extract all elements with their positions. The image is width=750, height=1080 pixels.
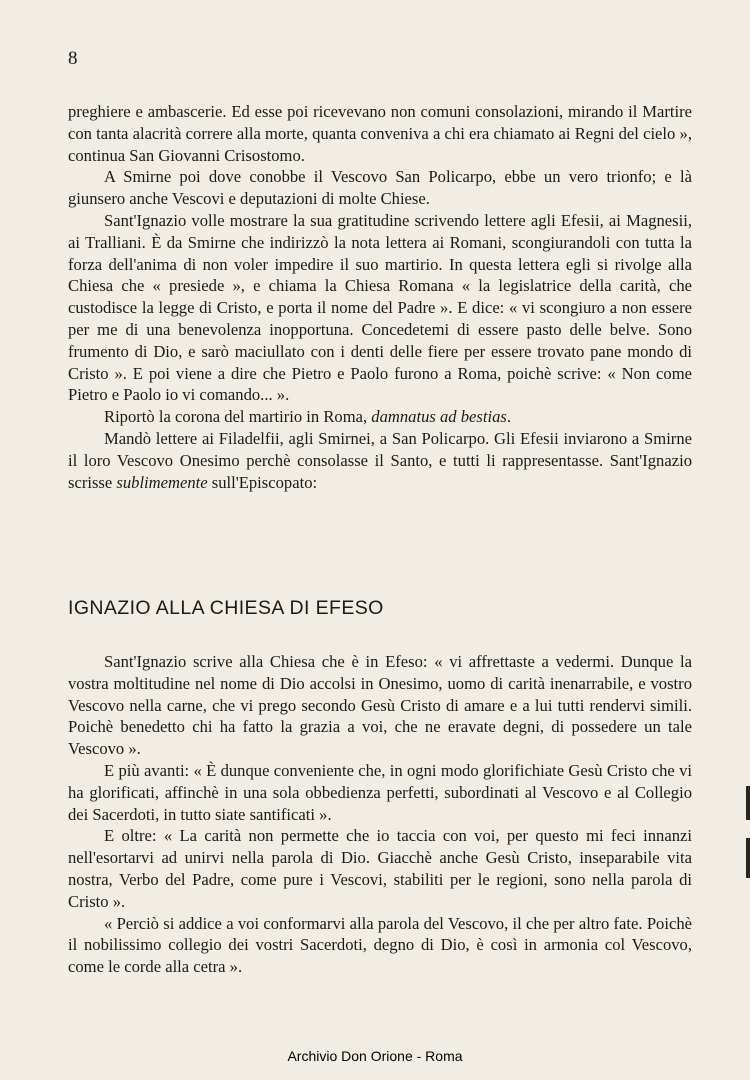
section-heading: IGNAZIO ALLA CHIESA DI EFESO [68, 597, 384, 619]
paragraph: E più avanti: « È dunque conveniente che, in ogni modo glorifichiate Gesù Cristo che vi ha glorificati, affinchè in una sola obbedienza perfetti, subordinati al Vescovo e al Collegio dei Sacerdoti, in tutto siate santificati ». [68, 760, 692, 824]
paragraph-martyrdom [68, 406, 692, 428]
martyrdom-italic: damnatus ad bestias [371, 407, 507, 427]
archive-footer: Archivio Don Orione - Roma [287, 1048, 463, 1064]
letters-italic: sublimemente [116, 472, 208, 492]
body-text-top [68, 101, 692, 493]
page-number: 8 [68, 48, 78, 69]
paragraph: preghiere e ambascerie. Ed esse poi ricevevano non comuni consolazioni, mirando il Martire con tanta alacrità correre alla morte, quanta conveniva a chi era chiamato ai Regni del cielo », continua San Giovanni Crisostomo. [68, 102, 692, 165]
martyrdom-text: Riportò la corona del martirio in Roma, [104, 407, 372, 427]
letters-end: sull'Episcopato: [207, 472, 318, 492]
page-edge-mark [746, 786, 750, 820]
page-edge-mark [746, 838, 750, 878]
paragraph: Sant'Ignazio scrive alla Chiesa che è in Efeso: « vi affrettaste a vedermi. Dunque la vostra moltitudine nel nome di Dio accolsi in Onesimo, uomo di carità inenarrabile, e vostro Vescovo nella carne, che vi prego secondo Gesù Cristo di amare e a lui tutti rendervi simili. Poichè benedetto chi ha fatto la grazia a voi, che ne eravate degni, di possedere un tale Vescovo ». [68, 652, 692, 759]
body-text-bottom [68, 651, 692, 978]
letters-text: Mandò lettere ai Filadelfii, agli Smirnei, a San Policarpo. Gli Efesii inviarono a Smirne il loro Vescovo Onesimo perchè consolasse il Santo, e tutti li rappresentasse. Sant'Ignazio scrisse [68, 428, 692, 492]
martyrdom-end: . [506, 407, 511, 427]
paragraph: E oltre: « La carità non permette che io taccia con voi, per questo mi feci innanzi nell'esortarvi ad unirvi nella parola di Dio. Giacchè anche Gesù Cristo, inseparabile vita nostra, Verbo del Padre, come pure i Vescovi, stabiliti per le regioni, sono nella parola di Cristo ». [68, 826, 692, 911]
paragraph: A Smirne poi dove conobbe il Vescovo San Policarpo, ebbe un vero trionfo; e là giunsero anche Vescovi e deputazioni di molte Chiese. [68, 167, 692, 209]
paragraph: Sant'Ignazio volle mostrare la sua gratitudine scrivendo lettere agli Efesii, ai Magnesii, ai Tralliani. È da Smirne che indirizzò la nota lettera ai Romani, scongiurandoli con tutta la forza dell'anima di non voler impedire il suo martirio. In questa lettera egli si rivolge alla Chiesa che « presiede », e chiama la Chiesa Romana « la legislatrice della carità, che custodisce la legge di Cristo, e porta il nome del Padre ». E dice: « vi scongiuro a non essere per me di una benevolenza inopportuna. Concedetemi di essere pasto delle belve. Sono frumento di Dio, e sarò maciullato con i denti delle fiere per essere trovato pane mondo di Cristo ». E poi viene a dire che Pietro e Paolo furono a Roma, poichè scrive: « Non come Pietro e Paolo io vi comando... ». [68, 210, 692, 405]
paragraph-letters [68, 428, 692, 493]
paragraph: « Perciò si addice a voi conformarvi alla parola del Vescovo, il che per altro fate. Poichè il nobilissimo collegio dei vostri Sacerdoti, degno di Dio, è così in armonia col Vescovo, come le corde alla cetra ». [68, 913, 692, 977]
